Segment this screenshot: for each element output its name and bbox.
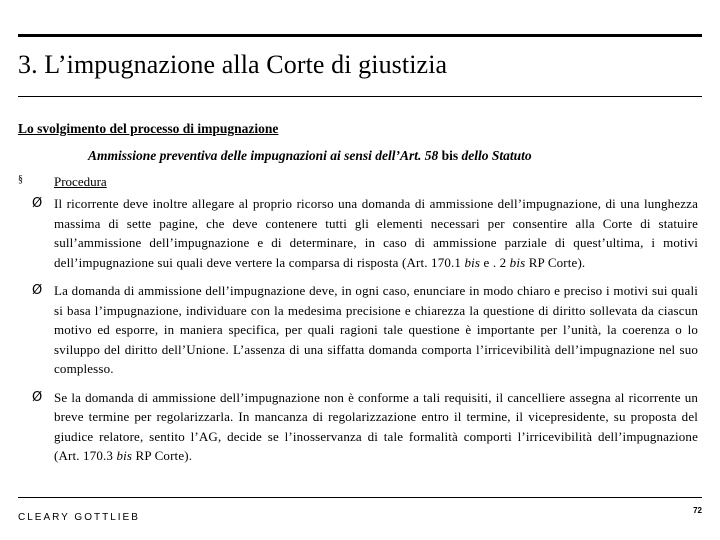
arrow-bullet-icon: Ø (32, 389, 43, 405)
bullet-list (32, 194, 698, 475)
list-item-2 (32, 281, 698, 379)
brand-logo: CLEARY GOTTLIEB (18, 512, 140, 523)
list-item-1 (32, 194, 698, 272)
italic-bis: bis (116, 448, 133, 463)
text-part: e . 2 (480, 254, 510, 270)
section-bullet-icon: § (18, 174, 23, 185)
title-rule (18, 96, 702, 97)
list-item-text (54, 194, 698, 272)
subheading-text-before: Ammissione preventiva delle impugnazioni ai sensi dell’Art. 58 (88, 148, 442, 163)
text-part: RP Corte). (132, 448, 193, 463)
page-number: 72 (693, 506, 702, 515)
arrow-bullet-icon: Ø (32, 283, 43, 298)
subheading (88, 148, 532, 164)
subheading-text-upright: bis (441, 148, 459, 163)
section-heading: Lo svolgimento del processo di impugnazione (18, 121, 279, 136)
subheading-text-after: dello Statuto (458, 148, 532, 163)
list-item-text: La domanda di ammissione dell’impugnazione deve, in ogni caso, enunciare in modo chiaro e preciso i motivi sui quali si basa l’impugnazione, individuare con la medesima precisione e chiarezza la questione di diritto sollevata da ciascun motivo ed esporre, in maniera specifica, per quali ragioni tale questione è importante per l’unità, la coerenza o lo sviluppo del diritto dell’Unione. L’assenza di una siffatta domanda comporta l’irricevibilità dell’impugnazione nel suo complesso. (54, 283, 698, 376)
arrow-bullet-icon: Ø (32, 196, 43, 211)
footer-rule (18, 497, 702, 498)
text-part: Il ricorrente deve inoltre allegare al proprio ricorso una domanda di ammissione dell’impugnazione, di una lunghezza massima di sette pagine, che deve contenere tutti gli elementi necessari per consentire alla Corte di statuire sull’ammissione dell’impugnazione e di determinare, in caso di ammissione parziale di quest’ultima, i motivi dell’impugnazione sui quali deve vertere la comparsa di risposta (Art. 170.1 (54, 196, 698, 270)
slide-title: 3. L’impugnazione alla Corte di giustizia (18, 50, 448, 79)
italic-bis: bis (464, 254, 481, 270)
procedure-label: Procedura (54, 174, 107, 189)
italic-bis: bis (509, 254, 526, 270)
text-part: RP Corte). (525, 254, 586, 270)
list-item-3 (32, 388, 698, 466)
text-part: Se la domanda di ammissione dell’impugnazione non è conforme a tali requisiti, il cancelliere assegna al ricorrente un breve termine per regolarizzarla. In mancanza di regolarizzazione entro il termine, il vicepresidente, su proposta del giudice relatore, sentito l’AG, decide se l’inosservanza di tale formalità comporti l’irricevibilità dell’impugnazione (Art. 170.3 (54, 389, 698, 463)
list-item-text (54, 388, 698, 466)
top-rule (18, 34, 702, 37)
